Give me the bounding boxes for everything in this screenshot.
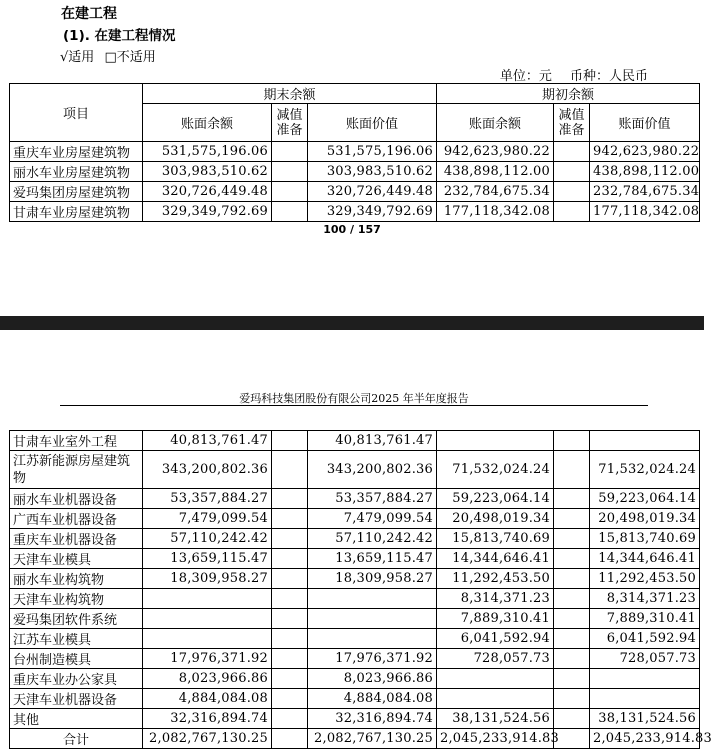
cell-begin-balance: 20,498,019.34: [437, 509, 554, 529]
cell-end-impair: [272, 182, 308, 202]
cell-begin-value: 15,813,740.69: [590, 529, 700, 549]
cell-name: 台州制造模具: [10, 649, 143, 669]
cell-begin-balance: 11,292,453.50: [437, 569, 554, 589]
page-divider: [0, 316, 704, 330]
cell-begin-balance: 942,623,980.22: [437, 142, 554, 162]
cell-name: 重庆车业机器设备: [10, 529, 143, 549]
applicable-option: √适用: [60, 50, 95, 65]
table-row: [10, 451, 700, 489]
cell-begin-value: 7,889,310.41: [590, 609, 700, 629]
cell-begin-balance: [437, 669, 554, 689]
cell-begin-balance: 232,784,675.34: [437, 182, 554, 202]
cell-begin-value: 8,314,371.23: [590, 589, 700, 609]
cell-end-value: 40,813,761.47: [308, 431, 437, 451]
table-row: [10, 589, 700, 609]
cell-begin-balance: 59,223,064.14: [437, 489, 554, 509]
cell-begin-balance: 177,118,342.08: [437, 202, 554, 222]
cell-end-value: 32,316,894.74: [308, 709, 437, 729]
cell-name: 重庆车业办公家具: [10, 669, 143, 689]
cell-begin-value: 38,131,524.56: [590, 709, 700, 729]
header-begin-book-value: 账面价值: [590, 104, 700, 142]
cell-begin-value: 728,057.73: [590, 649, 700, 669]
cell-name: 江苏车业模具: [10, 629, 143, 649]
header-rule: [60, 405, 648, 406]
cell-end-impair: [272, 609, 308, 629]
table-row: [10, 569, 700, 589]
cell-end-impair: [272, 529, 308, 549]
cell-end-value: 4,884,084.08: [308, 689, 437, 709]
total-end-value: 2,082,767,130.25: [308, 729, 437, 749]
table-row: [10, 689, 700, 709]
cell-end-balance: [143, 629, 272, 649]
table-row: [10, 549, 700, 569]
cell-begin-balance: [437, 689, 554, 709]
header-end-book-value: 账面价值: [308, 104, 437, 142]
cell-begin-impair: [554, 451, 590, 489]
cell-name: 丽水车业机器设备: [10, 489, 143, 509]
cell-begin-value: [590, 669, 700, 689]
table-row: [10, 142, 700, 162]
cell-begin-balance: [437, 431, 554, 451]
cell-end-impair: [272, 489, 308, 509]
cell-end-balance: 303,983,510.62: [143, 162, 272, 182]
table-row: [10, 629, 700, 649]
cell-end-impair: [272, 689, 308, 709]
cell-name: 其他: [10, 709, 143, 729]
cell-begin-balance: 8,314,371.23: [437, 589, 554, 609]
section-title: 在建工程: [61, 6, 117, 22]
cell-end-value: [308, 589, 437, 609]
cell-end-impair: [272, 162, 308, 182]
cell-begin-balance: 7,889,310.41: [437, 609, 554, 629]
total-end-impair: [272, 729, 308, 749]
cell-end-balance: [143, 609, 272, 629]
cell-name: 甘肃车业房屋建筑物: [10, 202, 143, 222]
cell-end-balance: 4,884,084.08: [143, 689, 272, 709]
cell-end-value: 531,575,196.06: [308, 142, 437, 162]
not-applicable-option: □不适用: [104, 50, 156, 65]
cell-end-impair: [272, 509, 308, 529]
table-row: [10, 709, 700, 729]
cell-begin-value: 232,784,675.34: [590, 182, 700, 202]
cell-begin-balance: 728,057.73: [437, 649, 554, 669]
cell-end-balance: [143, 589, 272, 609]
cell-name: 甘肃车业室外工程: [10, 431, 143, 451]
cell-name: 天津车业构筑物: [10, 589, 143, 609]
cell-begin-value: 59,223,064.14: [590, 489, 700, 509]
header-begin-impairment: 减值准备: [554, 104, 590, 142]
table-row: [10, 431, 700, 451]
cell-begin-impair: [554, 629, 590, 649]
cell-begin-value: 438,898,112.00: [590, 162, 700, 182]
cell-end-balance: 18,309,958.27: [143, 569, 272, 589]
table-row: [10, 182, 700, 202]
table-row: [10, 162, 700, 182]
cell-end-impair: [272, 451, 308, 489]
table-row: [10, 609, 700, 629]
cell-begin-impair: [554, 549, 590, 569]
cell-end-impair: [272, 669, 308, 689]
cell-begin-impair: [554, 709, 590, 729]
cell-end-value: 13,659,115.47: [308, 549, 437, 569]
cell-end-value: 329,349,792.69: [308, 202, 437, 222]
cell-begin-impair: [554, 669, 590, 689]
total-name: 合计: [10, 729, 143, 749]
header-period-end: 期末余额: [143, 84, 437, 104]
cell-end-balance: 329,349,792.69: [143, 202, 272, 222]
cell-begin-impair: [554, 489, 590, 509]
cell-end-impair: [272, 142, 308, 162]
construction-table-part1: [9, 83, 700, 222]
cell-end-value: [308, 629, 437, 649]
cell-begin-value: 177,118,342.08: [590, 202, 700, 222]
cell-end-balance: 57,110,242.42: [143, 529, 272, 549]
cell-end-impair: [272, 549, 308, 569]
cell-end-balance: 53,357,884.27: [143, 489, 272, 509]
table-row: [10, 669, 700, 689]
cell-end-value: [308, 609, 437, 629]
table-row: [10, 202, 700, 222]
cell-end-balance: 32,316,894.74: [143, 709, 272, 729]
cell-end-balance: 7,479,099.54: [143, 509, 272, 529]
cell-begin-impair: [554, 182, 590, 202]
cell-end-value: 57,110,242.42: [308, 529, 437, 549]
cell-end-balance: 343,200,802.36: [143, 451, 272, 489]
cell-name: 丽水车业构筑物: [10, 569, 143, 589]
cell-end-impair: [272, 709, 308, 729]
cell-end-impair: [272, 569, 308, 589]
cell-end-value: 343,200,802.36: [308, 451, 437, 489]
cell-begin-balance: 14,344,646.41: [437, 549, 554, 569]
cell-end-value: 18,309,958.27: [308, 569, 437, 589]
cell-end-balance: 13,659,115.47: [143, 549, 272, 569]
cell-begin-impair: [554, 509, 590, 529]
cell-name: 广西车业机器设备: [10, 509, 143, 529]
cell-end-value: 320,726,449.48: [308, 182, 437, 202]
cell-begin-balance: 71,532,024.24: [437, 451, 554, 489]
cell-end-impair: [272, 589, 308, 609]
cell-begin-impair: [554, 649, 590, 669]
cell-begin-balance: 6,041,592.94: [437, 629, 554, 649]
cell-name: 天津车业模具: [10, 549, 143, 569]
cell-end-balance: 8,023,966.86: [143, 669, 272, 689]
unit-label: 单位：元: [499, 69, 552, 84]
unit-note: [486, 65, 648, 84]
cell-begin-value: 71,532,024.24: [590, 451, 700, 489]
cell-end-impair: [272, 431, 308, 451]
cell-name: 爱玛集团房屋建筑物: [10, 182, 143, 202]
page-100: [0, 0, 704, 316]
cell-begin-impair: [554, 202, 590, 222]
cell-end-balance: 320,726,449.48: [143, 182, 272, 202]
cell-begin-impair: [554, 689, 590, 709]
cell-begin-impair: [554, 569, 590, 589]
header-end-book-balance: 账面余额: [143, 104, 272, 142]
subsection-title: (1). 在建工程情况: [63, 28, 176, 44]
table-row: [10, 529, 700, 549]
report-header: 爱玛科技集团股份有限公司2025 年半年度报告: [239, 392, 469, 405]
page-number: 100 / 157: [323, 223, 381, 236]
cell-end-value: 17,976,371.92: [308, 649, 437, 669]
cell-begin-balance: 15,813,740.69: [437, 529, 554, 549]
cell-begin-impair: [554, 142, 590, 162]
cell-name: 重庆车业房屋建筑物: [10, 142, 143, 162]
header-end-impairment: 减值准备: [272, 104, 308, 142]
page-101: [0, 330, 712, 748]
table-row: [10, 489, 700, 509]
cell-begin-impair: [554, 162, 590, 182]
total-begin-balance: 2,045,233,914.83: [437, 729, 554, 749]
cell-end-balance: 531,575,196.06: [143, 142, 272, 162]
cell-name: 天津车业机器设备: [10, 689, 143, 709]
total-row: [10, 729, 700, 749]
cell-name: 丽水车业房屋建筑物: [10, 162, 143, 182]
cell-end-impair: [272, 202, 308, 222]
cell-end-impair: [272, 649, 308, 669]
header-item: 项目: [10, 84, 143, 142]
table-row: [10, 649, 700, 669]
cell-name: 江苏新能源房屋建筑物: [10, 451, 143, 489]
cell-end-balance: 40,813,761.47: [143, 431, 272, 451]
header-begin-book-balance: 账面余额: [437, 104, 554, 142]
cell-begin-value: [590, 689, 700, 709]
cell-begin-balance: 38,131,524.56: [437, 709, 554, 729]
cell-end-value: 303,983,510.62: [308, 162, 437, 182]
cell-name: 爱玛集团软件系统: [10, 609, 143, 629]
construction-table-part2: [9, 430, 712, 749]
total-begin-value: 2,045,233,914.83: [590, 729, 700, 749]
table-row: [10, 509, 700, 529]
cell-begin-value: [590, 431, 700, 451]
cell-begin-value: 14,344,646.41: [590, 549, 700, 569]
total-end-balance: 2,082,767,130.25: [143, 729, 272, 749]
cell-begin-impair: [554, 589, 590, 609]
cell-begin-balance: 438,898,112.00: [437, 162, 554, 182]
cell-begin-value: 6,041,592.94: [590, 629, 700, 649]
cell-begin-impair: [554, 609, 590, 629]
cell-end-value: 8,023,966.86: [308, 669, 437, 689]
cell-end-balance: 17,976,371.92: [143, 649, 272, 669]
cell-end-value: 7,479,099.54: [308, 509, 437, 529]
currency-label: 币种：人民币: [569, 69, 648, 84]
cell-end-impair: [272, 629, 308, 649]
cell-begin-value: 11,292,453.50: [590, 569, 700, 589]
cell-begin-impair: [554, 529, 590, 549]
cell-begin-value: 20,498,019.34: [590, 509, 700, 529]
applicability-options: [60, 46, 156, 65]
header-period-begin: 期初余额: [437, 84, 700, 104]
cell-begin-value: 942,623,980.22: [590, 142, 700, 162]
cell-begin-impair: [554, 431, 590, 451]
cell-end-value: 53,357,884.27: [308, 489, 437, 509]
